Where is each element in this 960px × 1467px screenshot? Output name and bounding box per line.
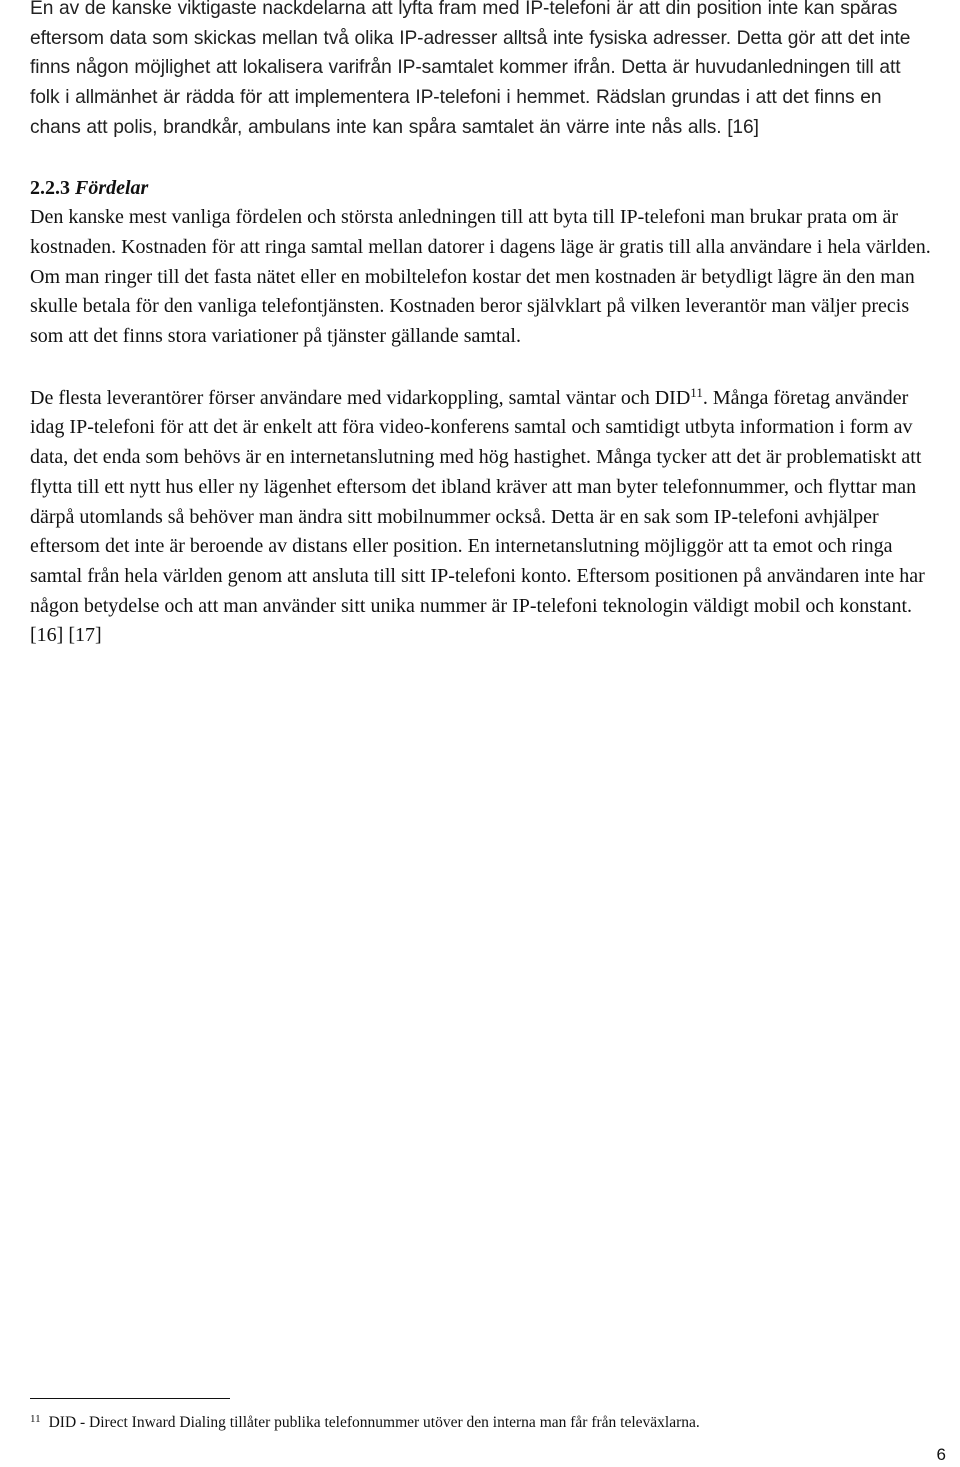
footnote-text: DID - Direct Inward Dialing tillåter publika telefonnummer utöver den interna man får från televäxlarna. (48, 1414, 700, 1431)
footnote-divider (30, 1398, 230, 1399)
footnote-marker: 11 (30, 1413, 41, 1425)
section-number: 2.2.3 (30, 176, 70, 199)
footnote (30, 1413, 960, 1433)
paragraph-features-start: De flesta leverantörer förser användare med vidarkoppling, samtal väntar och DID (30, 386, 691, 409)
paragraph-cost: Den kanske mest vanliga fördelen och största anledningen till att byta till IP-telefoni man brukar prata om är kostnaden. Kostnaden för att ringa samtal mellan datorer i dagens läge är gratis till alla användare i hela världen. Om man ringer till det fasta nätet eller en mobiltelefon kostar det men kostnaden är betydligt lägre än den man skulle betala för den vanliga telefontjänsten. Kostnaden beror självklart på vilken leverantör man väljer precis som att det finns stora variationer på tjänster gällande samtal. (30, 206, 931, 348)
page-body (30, 0, 935, 1431)
paragraph-disadvantage (30, 0, 935, 143)
footnote-reference[interactable]: 11 (690, 384, 703, 400)
paragraph-features (30, 384, 935, 651)
section-title: Fördelar (75, 176, 149, 199)
page-number: 6 (936, 1445, 946, 1464)
paragraph-disadvantage-text: En av de kanske viktigaste nackdelarna att lyfta fram med IP-telefoni är att din position inte kan spåras eftersom data som skickas mellan två olika IP-adresser alltså inte fysiska adresser. Detta gör att det inte finns någon möjlighet att lokalisera varifrån IP-samtalet kommer ifrån. Detta är huvudanledningen till att folk i allmänhet är rädda för att implementera IP-telefoni i hemmet. Rädslan grundas i att det finns en chans att polis, brandkår, ambulans inte kan spåra samtalet än värre inte nås alls. [16] (30, 0, 911, 138)
paragraph-features-rest: . Många företag använder idag IP-telefoni för att det är enkelt att föra video-konferens samtal och samtidigt utbyta information i form av data, det enda som behövs är en internetanslutning med hög hastighet. Många tycker att det är problematiskt att flytta till ett nytt hus eller ny lägenhet eftersom det ibland kräver att man byter telefonnummer, och flyttar man därpå utomlands så behöver man ändra sitt mobilnummer också. Detta är en sak som IP-telefoni avhjälper eftersom det inte är beroende av distans eller position. En internetanslutning möjliggör att ta emot och ringa samtal från hela världen genom att ansluta till sitt IP-telefoni konto. Eftersom positionen på användaren inte har någon betydelse och att man använder sitt unika nummer är IP-telefoni teknologin väldigt mobil och konstant. [16] [17] (30, 386, 925, 647)
section-heading (30, 174, 935, 204)
